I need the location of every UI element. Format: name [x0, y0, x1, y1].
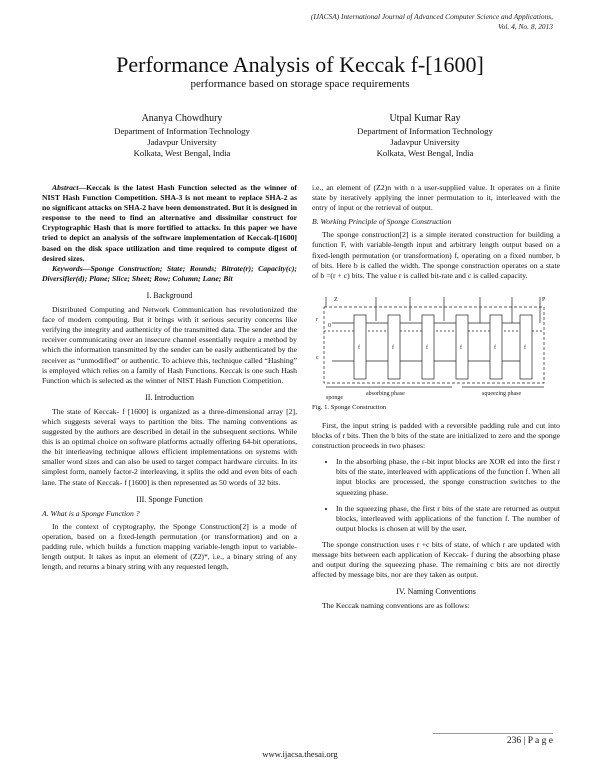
- f-label: f: [426, 344, 428, 351]
- bullet-list: [312, 457, 560, 534]
- paper-title: Performance Analysis of Keccak f-[1600]: [116, 52, 484, 77]
- f-box-3: [422, 315, 434, 379]
- subsection-heading: B. Working Principle of Sponge Construction: [312, 217, 452, 227]
- section-heading: IV. Naming Conventions: [396, 587, 476, 597]
- paper-subtitle: performance based on storage space requirements: [190, 78, 410, 90]
- author-univ: Jadavpur University: [147, 137, 217, 148]
- figure-sponge: [312, 291, 560, 401]
- label-squeezing: squeezing phase: [482, 390, 522, 397]
- subsection-heading: A. What is a Sponge Function ?: [42, 508, 140, 518]
- label-r: r: [316, 316, 318, 323]
- right-column: [312, 183, 560, 611]
- list-item: • In the squeezing phase, the first r bits of the state are returned as output blocks, interleaved with applications of the function f. The number of output blocks is chosen at will by the user.: [336, 504, 560, 534]
- author-dept: Department of Information Technology: [357, 126, 493, 136]
- author-city: Kolkata, West Bengal, India: [133, 148, 231, 159]
- section-paragraph: Distributed Computing and Network Communication has revolutionized the face of modern computing. But it brings with it serious security concerns like verifying the integrity and authenticity of the transmitted data. The sender and the receiver communicating over an insecure channel essentially require a method by which the information transmitted by the sender can be easily authenticated by the receiver as “unmodified” or authentic. To achieve this, technique called “Hashing” is employed which relies on a family of Hash Functions. Keccak is one such Hash Function which is selected as the winner of NIST Hash Function Competition.: [42, 305, 297, 385]
- f-label: f: [392, 344, 394, 351]
- sponge-diagram: [312, 291, 560, 401]
- journal-volume: Vol. 4, No. 8, 2013: [497, 21, 553, 31]
- label-z: Z: [334, 296, 338, 303]
- section-paragraph: First, the input string is padded with a reversible padding rule and cut into blocks of r bits. Then the b bits of the state are initialized to zero and the sponge construction proceeds in two phases:: [312, 420, 560, 451]
- section-paragraph: The sponge construction uses r +c bits of state, of which r are updated with message bits between each application of Keccak- f during the absorbing phase and output during the squeezing phase. The remaining c bits are not directly affected by message bits, nor are they taken as output.: [312, 539, 560, 580]
- list-item: • In the absorbing phase, the r-bit input blocks are XOR ed into the first r bits of the state, interleaved with applications of the function f. When all input blocks are processed, the sponge construction switches to the squeezing phase.: [336, 457, 560, 497]
- section-paragraph: In the context of cryptography, the Sponge Construction[2] is a mode of operation, based on a fixed-length permutation (or transformation) and on a padding rule, which builds a function mapping variable-length input to variable-length output. It takes as input an element of (Z2)*, i.e., a binary string of any length, and returns a binary string with any requested length,: [42, 521, 297, 572]
- f-label: f: [358, 344, 360, 351]
- f-label: f: [524, 344, 526, 351]
- section-heading: III. Sponge Function: [136, 494, 203, 504]
- author-univ: Jadavpur University: [390, 137, 460, 148]
- section-paragraph: The state of Keccak- f [1600] is organized as a three-dimensional array [2], which suggests several ways to partition the bits. The naming conventions as suggested by the authors are described in detail in the subsequent sections. While this is an optimal choice on software platforms actually offering 64-bit operations, the bit interleaving technique allows efficient implementations on systems with smaller word sizes and can also be used to target compact hardware circuits. In its simplest form, namely factor-2 interleaving, it splits the odd and even bits of each lane. The state of Keccak- f [1600] is then represented as 50 words of 32 bits.: [42, 406, 297, 487]
- abstract-label: Abstract: [52, 183, 79, 192]
- section-paragraph: The Keccak naming conventions are as follows:: [322, 601, 470, 611]
- author-block-2: [305, 112, 545, 160]
- f-label: f: [460, 344, 462, 351]
- section-heading: I. Background: [146, 290, 193, 300]
- journal-title: (IJACSA) International Journal of Advanced Computer Science and Applications,: [310, 12, 553, 21]
- author-city: Kolkata, West Bengal, India: [376, 148, 474, 159]
- keywords: Keywords—Sponge Construction; State; Rounds; Bitrate(r); Capacity(c); Diversifier(d); Plane; Slice; Sheet; Row; Column; Lane; Bit: [42, 263, 297, 283]
- label-p: P: [542, 296, 546, 303]
- f-box-1: [354, 315, 366, 379]
- author-dept: Department of Information Technology: [114, 126, 250, 136]
- journal-header: [233, 12, 553, 31]
- f-box-2: [388, 315, 400, 379]
- f-box-6: [520, 315, 532, 379]
- abstract: [42, 183, 297, 264]
- label-sponge: sponge: [326, 394, 343, 401]
- section-heading: II. Introduction: [145, 392, 194, 402]
- footer-url: www.ijacsa.thesai.org: [262, 749, 338, 759]
- f-label: f: [494, 344, 496, 351]
- section-paragraph: The sponge construction[2] is a simple iterated construction for building a function F, with variable-length input and arbitrary length output based on a fixed-length permutation (or transformation) f, operating on a fixed number, b of bits. Here b is called the width. The sponge construction operates on a state of b =(r + c) bits. The value r is called bit-rate and c is called capacity.: [312, 230, 560, 280]
- section-paragraph: i.e., an element of (Z2)n with n a user-supplied value. It operates on a finite state by iteratively applying the inner permutation to it, interleaved with the entry of input or the retrieval of output.: [312, 183, 560, 213]
- label-c: c: [316, 354, 319, 361]
- author-name: Utpal Kumar Ray: [389, 113, 461, 124]
- left-column: [42, 183, 297, 572]
- label-zero: 0: [328, 322, 331, 329]
- label-absorbing: absorbing phase: [366, 390, 405, 397]
- abstract-text: —Keccak is the latest Hash Function selected as the winner of NIST Hash Function Competition. SHA-3 is not meant to replace SHA-2 as no significant attacks on SHA-2 have been demonstrated. But it is designed in response to the need to find an alternative and dissimilar construct for Cryptographic Hash that is more fortified to attacks. In this paper we have tried to depict an analysis of the software implementation of Keccak-f[1600] based on the disk space utilization and time required to compute digest of desired sizes.: [42, 183, 297, 263]
- figure-caption: Fig. 1. Sponge Construction: [312, 403, 387, 411]
- author-block-1: [62, 112, 302, 160]
- author-name: Ananya Chowdhury: [141, 113, 223, 124]
- f-box-4: [456, 315, 468, 379]
- page-number: 236 | P a g e: [433, 733, 553, 746]
- f-box-5: [490, 315, 502, 379]
